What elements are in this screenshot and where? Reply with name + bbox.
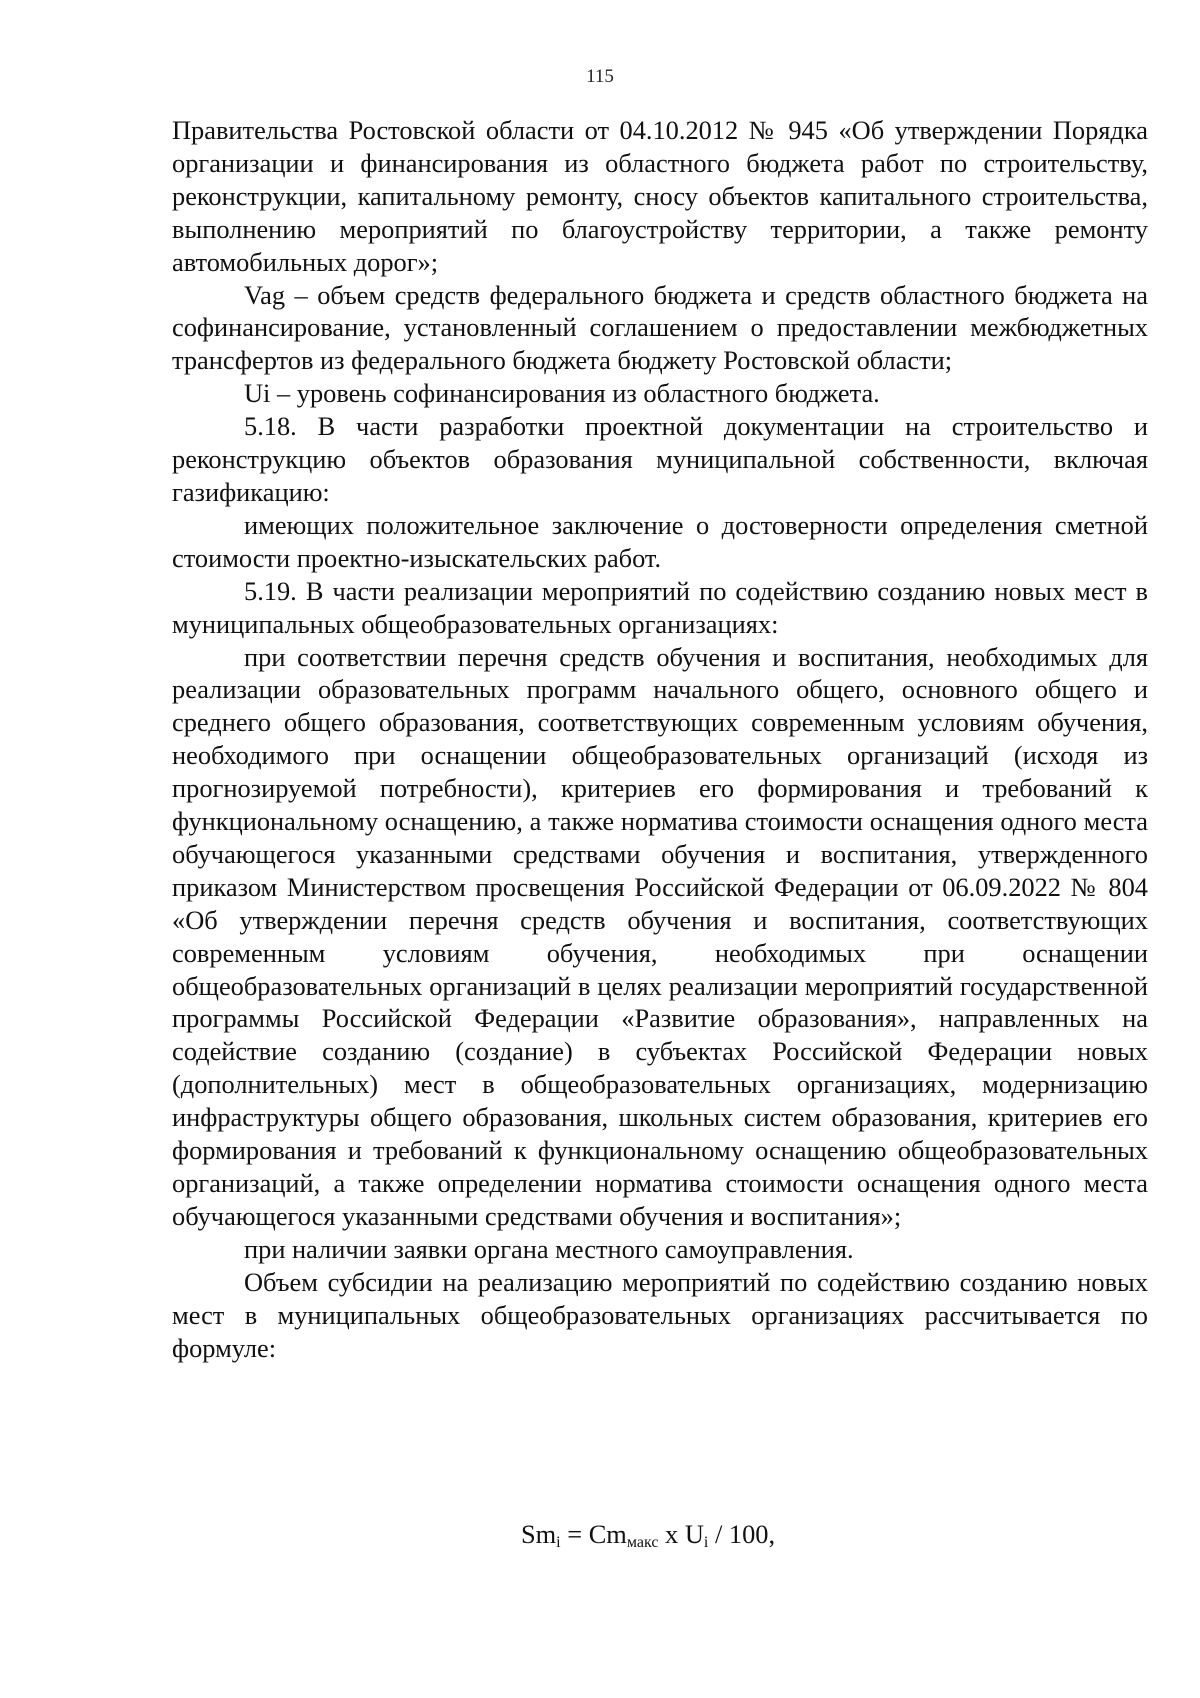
formula-cm: Cm (588, 1519, 627, 1549)
paragraph-vag-definition: Vag – объем средств федерального бюджета и средств областного бюджета на софинансирование, установленный соглашением о предоставлении межбюджетных трансфертов из федерального бюджета бюджету Ростовской области; (172, 279, 1148, 376)
formula-cm-index: макс (626, 1534, 659, 1551)
paragraph-5-19: 5.19. В части реализации мероприятий по содействию созданию новых мест в муниципальных общеобразовательных организациях: (172, 575, 1148, 639)
paragraph-decree-reference: Правительства Ростовской области от 04.10.2012 № 945 «Об утверждении Порядка организации и финансирования из областного бюджета работ по строительству, реконструкции, капитальному ремонту, сносу объектов капитального строительства, выполнению мероприятий по благоустройству территории, а также ремонту автомобильных дорог»; (172, 115, 1148, 277)
paragraph-5-18: 5.18. В части разработки проектной документации на строительство и реконструкцию объектов образования муниципальной собственности, включая газификацию: (172, 411, 1148, 507)
formula-u-index: i (703, 1534, 709, 1551)
paragraph-ui-definition: Ui – уровень софинансирования из областного бюджета. (244, 378, 880, 409)
page-number: 115 (586, 66, 614, 87)
document-body (172, 114, 1148, 1364)
paragraph-subsidy-formula-intro: Объем субсидии на реализацию мероприятий по содействию созданию новых мест в муниципальных общеобразовательных организациях рассчитывается по формуле: (172, 1266, 1148, 1363)
formula-sm-index: i (556, 1534, 561, 1551)
formula-tail: / 100, (708, 1519, 776, 1549)
paragraph-5-18-condition: имеющих положительное заключение о достоверности определения сметной стоимости проектно-изыскательских работ. (172, 509, 1148, 573)
formula-sm: Sm (520, 1519, 557, 1549)
formula-equals: = (560, 1519, 589, 1549)
formula-multiply: x (658, 1519, 685, 1549)
paragraph-5-19-condition: при соответствии перечня средств обучения и воспитания, необходимых для реализации образовательных программ начального общего, основного общего и среднего общего образования, соответствующих современным условиям обучения, необходимого при оснащении общеобразовательных организаций (исходя из прогнозируемой потребности), критериев его формирования и требований к функциональному оснащению, а также норматива стоимости оснащения одного места обучающегося указанными средствами обучения и воспитания, утвержденного приказом Министерством просвещения Российской Федерации от 06.09.2022 № 804 «Об утверждении перечня средств обучения и воспитания, соответствующих современным условиям обучения, необходимых при оснащении общеобразовательных организаций в целях реализации мероприятий государственной программы Российской Федерации «Развитие образования», направленных на содействие созданию (создание) в субъектах Российской Федерации новых (дополнительных) мест в общеобразовательных организациях, модернизацию инфраструктуры общего образования, школьных систем образования, критериев его формирования и требований к функциональному оснащению общеобразовательных организаций, а также определении норматива стоимости оснащения одного места обучающегося указанными средствами обучения и воспитания»; (172, 641, 1148, 1231)
subsidy-formula (0, 1518, 1200, 1559)
paragraph-application-condition: при наличии заявки органа местного самоуправления. (244, 1233, 854, 1264)
formula-u: U (684, 1519, 704, 1549)
